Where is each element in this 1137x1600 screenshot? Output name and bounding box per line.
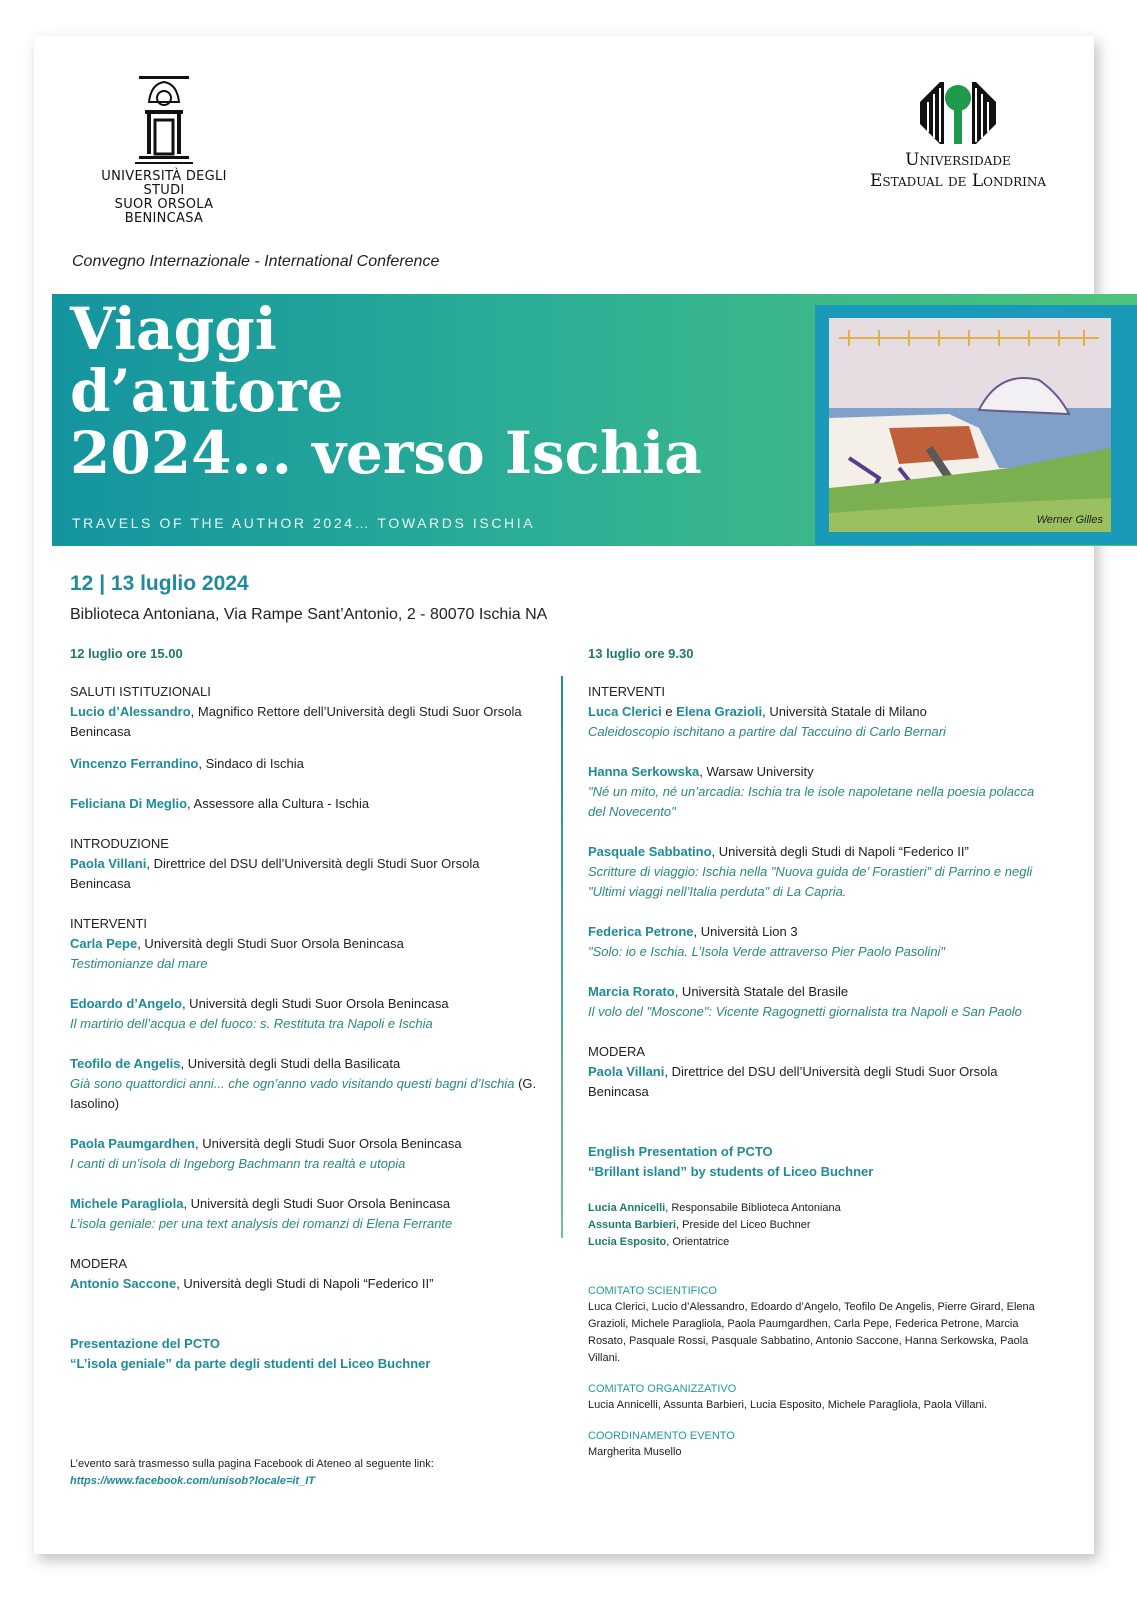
speaker-name: Hanna Serkowska <box>588 764 700 779</box>
speaker-name: Vincenzo Ferrandino <box>70 756 199 771</box>
host-role: , Orientatrice <box>666 1236 730 1248</box>
speaker-name: Paola Paumgardhen <box>70 1136 195 1151</box>
speaker-affiliation: , Università degli Studi della Basilicata <box>180 1056 401 1071</box>
host-role: , Preside del Liceo Buchner <box>676 1219 811 1231</box>
program-day-1 <box>70 644 540 1374</box>
speaker-entry <box>70 854 540 894</box>
talk-entry <box>70 1194 540 1234</box>
streaming-text: L’evento sarà trasmesso sulla pagina Facebook di Ateneo al seguente link: <box>70 1458 434 1470</box>
facebook-link[interactable]: https://www.facebook.com/unisob?locale=it_IT <box>70 1475 315 1487</box>
speaker-affiliation: , Università degli Studi Suor Orsola Benincasa <box>181 996 449 1011</box>
speaker-entry <box>70 794 540 814</box>
unisob-name-line: SUOR ORSOLA <box>114 197 214 212</box>
speaker-name: Carla Pepe <box>70 936 138 951</box>
talk-entry <box>588 762 1048 822</box>
talk-title: Caleidoscopio ischitano a partire dal Taccuino di Carlo Bernari <box>588 724 946 739</box>
speaker-entry <box>70 754 540 774</box>
section-label: MODERA <box>70 1256 128 1271</box>
uel-name-line: Universidade <box>905 150 1011 170</box>
speaker-name: Pasquale Sabbatino <box>588 844 712 859</box>
talk-title: L’isola geniale: per una text analysis dei romanzi di Elena Ferrante <box>70 1216 453 1231</box>
committee-members: Margherita Musello <box>588 1446 682 1458</box>
talk-attribution: (G. Iasolino) <box>70 1076 537 1111</box>
uel-logo <box>858 82 1058 192</box>
speaker-affiliation: , Università degli Studi Suor Orsola Benincasa <box>194 1136 462 1151</box>
speaker-name: Luca Clerici <box>588 704 662 719</box>
speaker-affiliation: , Assessore alla Cultura - Ischia <box>187 796 370 811</box>
talk-entry <box>588 982 1048 1022</box>
pcto-heading: English Presentation of PCTO <box>588 1144 773 1159</box>
speaker-name: Elena Grazioli <box>676 704 763 719</box>
talk-entry <box>588 922 1048 962</box>
talk-title: Già sono quattordici anni... che ogn’anno vado visitando questi bagni d’Ischia <box>70 1076 515 1091</box>
talk-entry <box>588 702 1048 742</box>
section-label: INTERVENTI <box>588 684 666 699</box>
painting-credit: Werner Gilles <box>1036 514 1103 526</box>
conjunction: e <box>661 704 677 719</box>
day-heading: 13 luglio ore 9.30 <box>588 646 694 661</box>
speaker-name: Marcia Rorato <box>588 984 675 999</box>
column-divider <box>561 676 563 1238</box>
talk-title: Il martirio dell’acqua e del fuoco: s. Restituta tra Napoli e Ischia <box>70 1016 433 1031</box>
talk-entry <box>70 1134 540 1174</box>
speaker-affiliation: , Direttrice del DSU dell’Università degli Studi Suor Orsola Benincasa <box>70 856 480 891</box>
talk-entry <box>588 842 1048 902</box>
english-subtitle: TRAVELS OF THE AUTHOR 2024… TOWARDS ISCHIA <box>72 515 536 531</box>
committee-heading: COMITATO SCIENTIFICO <box>588 1285 717 1297</box>
speaker-affiliation: , Università Lion 3 <box>693 924 798 939</box>
speaker-name: Antonio Saccone <box>70 1276 177 1291</box>
speaker-affiliation: , Università degli Studi Suor Orsola Benincasa <box>137 936 404 951</box>
speaker-affiliation: , Università Statale di Milano <box>762 704 927 719</box>
section-label: INTRODUZIONE <box>70 836 169 851</box>
day-heading: 12 luglio ore 15.00 <box>70 646 183 661</box>
speaker-affiliation: , Università degli Studi di Napoli “Federico II” <box>176 1276 434 1291</box>
section-label: SALUTI ISTITUZIONALI <box>70 684 211 699</box>
committee-members: Luca Clerici, Lucio d’Alessandro, Edoardo d’Angelo, Teofilo De Angelis, Pierre Girard, Elena Grazioli, Michele Paragliola, Paola Paumgardhen, Carla Pepe, Federica Petrone, Marcia Rosato, Pasquale Rossi, Pasquale Sabbatino, Antonio Saccone, Hanna Serkowska, Paola Villani. <box>588 1301 1035 1364</box>
moderator-entry <box>70 1274 540 1294</box>
seascape-painting-icon <box>829 318 1111 532</box>
program-day-2 <box>588 644 1048 1461</box>
speaker-name: Lucio d’Alessandro <box>70 704 191 719</box>
host-entry <box>588 1217 1048 1234</box>
title-line: Viaggi <box>70 295 277 363</box>
host-role: , Responsabile Biblioteca Antoniana <box>665 1202 841 1214</box>
speaker-name: Edoardo d’Angelo <box>70 996 182 1011</box>
unisob-name-line: UNIVERSITÀ DEGLI STUDI <box>101 169 227 198</box>
conference-subtitle: Convegno Internazionale - International Conference <box>72 253 440 270</box>
committee-heading: COMITATO ORGANIZZATIVO <box>588 1383 737 1395</box>
talk-title: "Solo: io e Ischia. L’Isola Verde attraverso Pier Paolo Pasolini" <box>588 944 946 959</box>
unisob-name-line: BENINCASA <box>124 211 204 226</box>
painting-image <box>829 318 1111 532</box>
building-emblem-icon <box>131 74 197 170</box>
host-entry <box>588 1234 1048 1251</box>
talk-title: Scritture di viaggio: Ischia nella "Nuova guida de’ Forastieri" di Parrino e negli "Ultimi viaggi nell’Italia perduta" di La Capria. <box>588 864 1033 899</box>
speaker-name: Teofilo de Angelis <box>70 1056 181 1071</box>
host-entry <box>588 1200 1048 1217</box>
page-title <box>70 295 702 487</box>
talk-entry <box>70 994 540 1034</box>
talk-entry <box>70 1054 540 1114</box>
section-label: INTERVENTI <box>70 916 148 931</box>
committee-members: Lucia Annicelli, Assunta Barbieri, Lucia Esposito, Michele Paragliola, Paola Villani. <box>588 1399 988 1411</box>
speaker-name: Michele Paragliola <box>70 1196 184 1211</box>
speaker-affiliation: , Magnifico Rettore dell’Università degli Studi Suor Orsola Benincasa <box>70 704 522 739</box>
pcto-heading: Presentazione del PCTO <box>70 1336 221 1351</box>
event-venue: Biblioteca Antoniana, Via Rampe Sant’Antonio, 2 - 80070 Ischia NA <box>70 606 548 623</box>
host-name: Lucia Annicelli <box>588 1202 666 1214</box>
title-line: 2024... verso Ischia <box>70 419 702 487</box>
speaker-affiliation: , Warsaw University <box>699 764 814 779</box>
talk-title: "Né un mito, né un’arcadia: Ischia tra le isole napoletane nella poesia polacca del Novecento" <box>588 784 1035 819</box>
speaker-name: Paola Villani <box>70 856 147 871</box>
talk-entry <box>70 934 540 974</box>
speaker-affiliation: , Direttrice del DSU dell’Università degli Studi Suor Orsola Benincasa <box>588 1064 998 1099</box>
committee-heading: COORDINAMENTO EVENTO <box>588 1430 735 1442</box>
uel-emblem-icon <box>920 82 996 144</box>
section-label: MODERA <box>588 1044 646 1059</box>
speaker-name: Federica Petrone <box>588 924 694 939</box>
uel-name-line: Estadual de Londrina <box>869 171 1047 191</box>
host-name: Lucia Esposito <box>588 1236 667 1248</box>
moderator-entry <box>588 1062 1048 1102</box>
talk-title: Il volo del "Moscone": Vicente Ragognetti giornalista tra Napoli e San Paolo <box>588 1004 1022 1019</box>
pcto-title: “L’isola geniale” da parte degli studenti del Liceo Buchner <box>70 1356 431 1371</box>
speaker-entry <box>70 702 540 742</box>
speaker-name: Paola Villani <box>588 1064 665 1079</box>
host-name: Assunta Barbieri <box>588 1219 677 1231</box>
talk-title: I canti di un’isola di Ingeborg Bachmann tra realtà e utopia <box>70 1156 406 1171</box>
speaker-affiliation: , Università Statale del Brasile <box>674 984 849 999</box>
title-line: d’autore <box>70 357 344 425</box>
event-dates: 12 | 13 luglio 2024 <box>70 572 249 595</box>
unisob-logo <box>80 74 248 226</box>
streaming-note <box>70 1456 434 1490</box>
speaker-affiliation: , Università degli Studi di Napoli “Federico II” <box>711 844 969 859</box>
speaker-affiliation: , Sindaco di Ischia <box>198 756 304 771</box>
talk-title: Testimonianze dal mare <box>70 956 208 971</box>
pcto-title: “Brillant island” by students of Liceo Buchner <box>588 1164 874 1179</box>
speaker-affiliation: , Università degli Studi Suor Orsola Benincasa <box>183 1196 451 1211</box>
speaker-name: Feliciana Di Meglio <box>70 796 188 811</box>
